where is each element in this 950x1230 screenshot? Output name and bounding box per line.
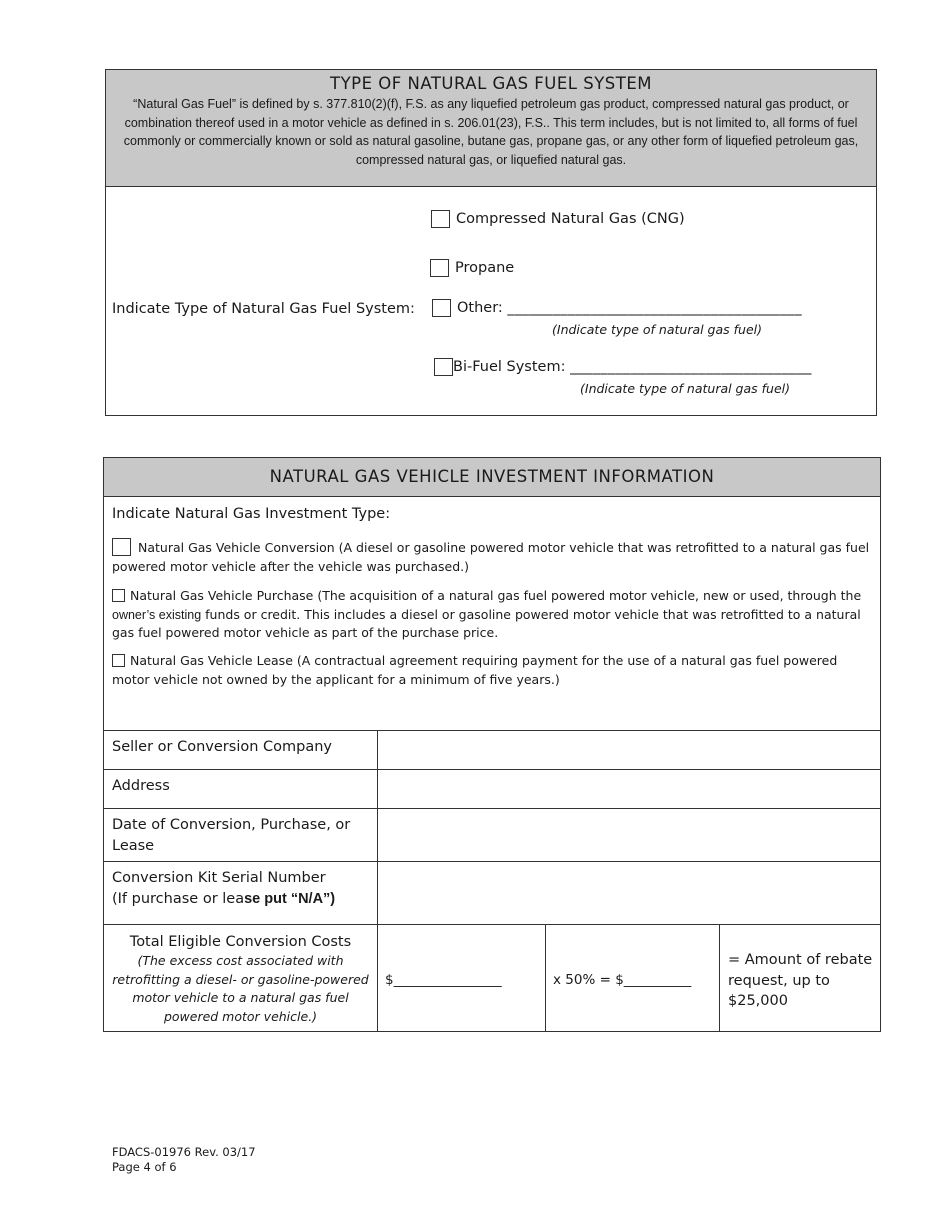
- fuel-system-header: [106, 70, 876, 187]
- other-checkbox[interactable]: [432, 299, 451, 317]
- serial-label-line2: [112, 889, 369, 910]
- cost-title: Total Eligible Conversion Costs: [129, 934, 352, 950]
- cost-amount-cell[interactable]: [378, 925, 546, 1032]
- purchase-name: Natural Gas Vehicle Purchase: [130, 588, 314, 603]
- bifuel-input-line[interactable]: ________________________________: [570, 359, 812, 375]
- address-input[interactable]: [378, 770, 880, 808]
- purchase-checkbox[interactable]: [112, 589, 125, 602]
- purchase-desc-a: (The acquisition of a natural gas fuel powered motor vehicle, new or used, through the: [313, 588, 862, 603]
- purchase-desc-c: funds or credit. This includes a diesel or gasoline powered motor vehicle that was retrofitted to a natural gas fuel powered motor vehicle as part of the purchase price.: [112, 606, 861, 640]
- rebate-note-cell: [720, 925, 880, 1032]
- propane-checkbox[interactable]: [430, 259, 449, 277]
- seller-input[interactable]: [378, 731, 880, 769]
- form-id: FDACS-01976 Rev. 03/17: [112, 1145, 256, 1159]
- option-cng: [431, 210, 685, 228]
- option-lease: [112, 652, 872, 689]
- propane-label: Propane: [455, 260, 515, 276]
- option-propane: [430, 259, 514, 277]
- cost-multiplier: [553, 972, 691, 988]
- investment-title: NATURAL GAS VEHICLE INVESTMENT INFORMATION: [104, 458, 880, 497]
- fuel-system-title: TYPE OF NATURAL GAS FUEL SYSTEM: [329, 74, 652, 93]
- multiplier-label: x 50% =: [553, 972, 616, 988]
- rebate-note: = Amount of rebate request, up to $25,000: [728, 952, 873, 1009]
- option-purchase: [112, 587, 872, 643]
- page-number: Page 4 of 6: [112, 1160, 177, 1174]
- other-hint: (Indicate type of natural gas fuel): [552, 322, 763, 337]
- address-label: Address: [104, 770, 378, 808]
- address-row: [104, 769, 880, 808]
- bifuel-label: Bi-Fuel System:: [453, 359, 566, 375]
- cng-checkbox[interactable]: [431, 210, 450, 228]
- date-label: Date of Conversion, Purchase, or Lease: [104, 809, 378, 861]
- date-input[interactable]: [378, 809, 880, 861]
- bifuel-checkbox[interactable]: [434, 358, 453, 376]
- other-fuel-input-line[interactable]: _______________________________________: [507, 300, 802, 316]
- cost-amount-field[interactable]: $________________: [385, 972, 502, 988]
- fuel-system-section: [105, 69, 877, 416]
- cost-row: [104, 924, 880, 1032]
- other-label: Other:: [457, 300, 503, 316]
- serial-label-a: (If purchase or lea: [112, 891, 245, 907]
- serial-label-line1: Conversion Kit Serial Number: [112, 870, 326, 886]
- cost-label: [104, 925, 378, 1032]
- serial-label: [104, 862, 378, 924]
- option-bifuel: [434, 358, 812, 376]
- serial-input[interactable]: [378, 862, 880, 924]
- purchase-desc-b: owner’s existing: [112, 607, 202, 622]
- footer: [112, 1145, 256, 1175]
- serial-label-b: se put “N/A”): [244, 891, 336, 907]
- seller-row: [104, 730, 880, 769]
- serial-row: [104, 861, 880, 924]
- conversion-desc: (A diesel or gasoline powered motor vehicle that was retrofitted to a natural gas fuel powered motor vehicle after the vehicle was purchased.): [112, 540, 870, 574]
- option-conversion: [112, 538, 872, 576]
- investment-section: [103, 457, 881, 1032]
- cost-subtitle: (The excess cost associated with retrofitting a diesel- or gasoline-powered motor vehicle to a natural gas fuel powered motor vehicle.): [112, 953, 369, 1024]
- lease-checkbox[interactable]: [112, 654, 125, 667]
- rebate-amount-field[interactable]: $__________: [615, 972, 692, 988]
- natural-gas-fuel-definition: “Natural Gas Fuel” is defined by s. 377.810(2)(f), F.S. as any liquefied petroleum gas product, compressed natural gas product, or combination thereof used in a motor vehicle as defined in s. 206.01(23), F.S.. This term includes, but is not limited to, all forms of fuel commonly or commercially known or sold as natural gasoline, butane gas, propane gas, or any other form of liquefied petroleum gas, compressed natural gas, or liquefied natural gas.: [123, 97, 859, 167]
- lease-name: Natural Gas Vehicle Lease: [130, 653, 293, 668]
- cost-multiplier-cell: [546, 925, 720, 1032]
- lease-desc: (A contractual agreement requiring payment for the use of a natural gas fuel powered motor vehicle not owned by the applicant for a minimum of five years.): [112, 653, 838, 687]
- bifuel-hint: (Indicate type of natural gas fuel): [580, 381, 791, 396]
- fuel-system-indicate-label: Indicate Type of Natural Gas Fuel System:: [112, 301, 415, 317]
- investment-type-label: Indicate Natural Gas Investment Type:: [112, 506, 391, 522]
- date-row: [104, 808, 880, 861]
- conversion-name: Natural Gas Vehicle Conversion: [138, 540, 335, 555]
- option-other: [432, 299, 802, 317]
- seller-label: Seller or Conversion Company: [104, 731, 378, 769]
- cng-label: Compressed Natural Gas (CNG): [456, 211, 685, 227]
- conversion-checkbox[interactable]: [112, 538, 131, 556]
